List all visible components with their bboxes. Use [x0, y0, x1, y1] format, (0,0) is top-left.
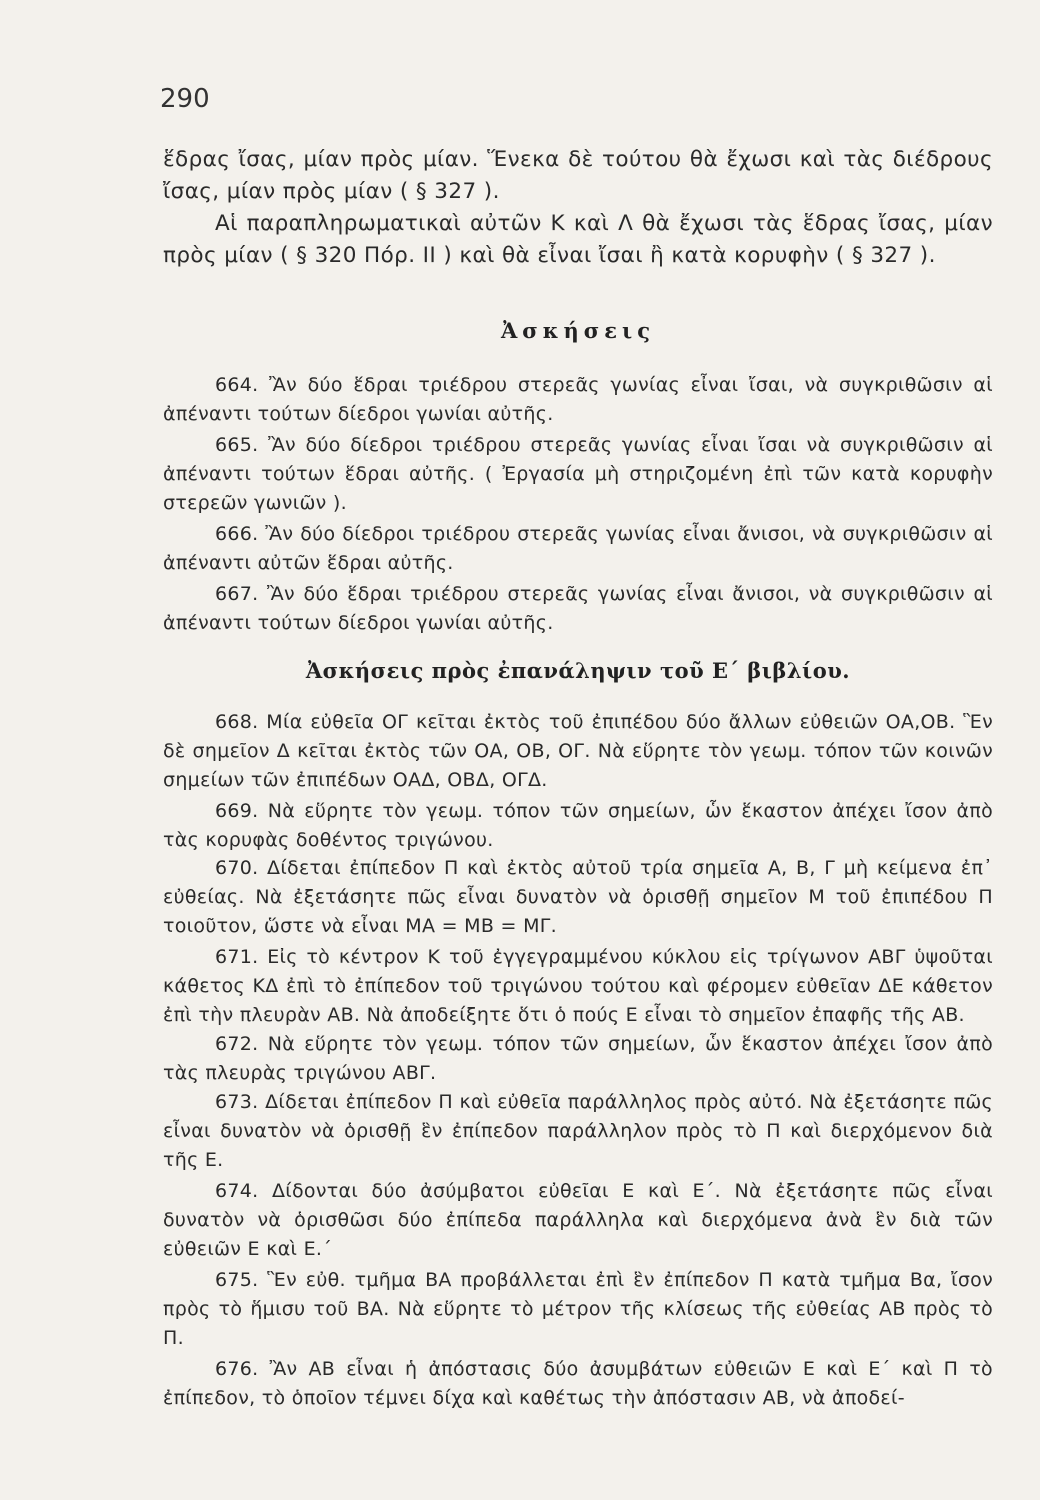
intro-paragraph-supplementary: Αἱ παραπληρωματικαὶ αὐτῶν Κ καὶ Λ θὰ ἔχωσι τὰς ἕδρας ἴσας, μίαν πρὸς μίαν ( § 320 Πόρ. ΙΙ ) καὶ θὰ εἶναι ἴσαι ἢ κατὰ κορυφὴν ( § 327 ).	[163, 211, 993, 268]
exercise-667: 667. Ἂν δύο ἕδραι τριέδρου στερεᾶς γωνίας εἶναι ἄνισοι, νὰ συγκριθῶσιν αἱ ἀπέναντι τούτων δίεδροι γωνίαι αὐτῆς.	[163, 583, 993, 634]
exercise-670: 670. Δίδεται ἐπίπεδον Π καὶ ἐκτὸς αὐτοῦ τρία σημεῖα Α, Β, Γ μὴ κείμενα ἐπ᾽ εὐθείας. Νὰ ἐξετάσητε πῶς εἶναι δυνατὸν νὰ ὁρισθῇ σημεῖον Μ τοῦ ἐπιπέδου Π τοιοῦτον, ὥστε νὰ εἶναι ΜΑ = ΜΒ = ΜΓ.	[163, 857, 993, 937]
exercise-668: 668. Μία εὐθεῖα ΟΓ κεῖται ἐκτὸς τοῦ ἐπιπέδου δύο ἄλλων εὐθειῶν ΟΑ,ΟΒ. Ἓν δὲ σημεῖον Δ κεῖται ἐκτὸς τῶν ΟΑ, ΟΒ, ΟΓ. Νὰ εὕρητε τὸν γεωμ. τόπον τῶν κοινῶν σημείων τῶν ἐπιπέδων ΟΑΔ, ΟΒΔ, ΟΓΔ.	[163, 711, 993, 791]
exercise-672: 672. Νὰ εὕρητε τὸν γεωμ. τόπον τῶν σημείων, ὧν ἕκαστον ἀπέχει ἴσον ἀπὸ τὰς πλευρὰς τριγώνου ΑΒΓ.	[163, 1033, 993, 1084]
exercises-heading: Ἀσκήσεις	[501, 318, 655, 343]
exercise-669: 669. Νὰ εὕρητε τὸν γεωμ. τόπον τῶν σημείων, ὧν ἕκαστον ἀπέχει ἴσον ἀπὸ τὰς κορυφὰς δοθέντος τριγώνου.	[163, 800, 993, 851]
exercise-675: 675. Ἓν εὐθ. τμῆμα ΒΑ προβάλλεται ἐπὶ ἓν ἐπίπεδον Π κατὰ τμῆμα Βα, ἴσον πρὸς τὸ ἥμισυ τοῦ ΒΑ. Νὰ εὕρητε τὸ μέτρον τῆς κλίσεως τῆς εὐθείας ΑΒ πρὸς τὸ Π.	[163, 1269, 993, 1349]
exercise-674: 674. Δίδονται δύο ἀσύμβατοι εὐθεῖαι Ε καὶ Ε΄. Νὰ ἐξετάσητε πῶς εἶναι δυνατὸν νὰ ὁρισθῶσι δύο ἐπίπεδα παράλληλα καὶ διερχόμενα ἀνὰ ἓν διὰ τῶν εὐθειῶν Ε καὶ Ε.΄	[163, 1180, 993, 1260]
page-number: 290	[160, 84, 210, 114]
review-exercises-heading: Ἀσκήσεις πρὸς ἐπανάληψιν τοῦ Ε΄ βιβλίου.	[305, 658, 851, 683]
exercise-664: 664. Ἂν δύο ἕδραι τριέδρου στερεᾶς γωνίας εἶναι ἴσαι, νὰ συγκριθῶσιν αἱ ἀπέναντι τούτων δίεδροι γωνίαι αὐτῆς.	[163, 374, 993, 425]
exercise-673: 673. Δίδεται ἐπίπεδον Π καὶ εὐθεῖα παράλληλος πρὸς αὐτό. Νὰ ἐξετάσητε πῶς εἶναι δυνατὸν νὰ ὁρισθῇ ἓν ἐπίπεδον παράλληλον πρὸς τὸ Π καὶ διερχόμενον διὰ τῆς Ε.	[163, 1091, 993, 1171]
exercise-665: 665. Ἂν δύο δίεδροι τριέδρου στερεᾶς γωνίας εἶναι ἴσαι νὰ συγκριθῶσιν αἱ ἀπέναντι τούτων ἕδραι αὐτῆς. ( Ἐργασία μὴ στηριζομένη ἐπὶ τῶν κατὰ κορυφὴν στερεῶν γωνιῶν ).	[163, 434, 993, 514]
exercise-671: 671. Εἰς τὸ κέντρον Κ τοῦ ἐγγεγραμμένου κύκλου εἰς τρίγωνον ΑΒΓ ὑψοῦται κάθετος ΚΔ ἐπὶ τὸ ἐπίπεδον τοῦ τριγώνου τούτου καὶ φέρομεν εὐθεῖαν ΔΕ κάθετον ἐπὶ τὴν πλευρὰν ΑΒ. Νὰ ἀποδείξητε ὅτι ὁ πούς Ε εἶναι τὸ σημεῖον ἐπαφῆς τῆς ΑΒ.	[163, 946, 993, 1026]
intro-paragraph-continuation: ἕδρας ἴσας, μίαν πρὸς μίαν. Ἕνεκα δὲ τούτου θὰ ἔχωσι καὶ τὰς διέδρους ἴσας, μίαν πρὸς μίαν ( § 327 ).	[163, 147, 993, 204]
exercise-666: 666. Ἂν δύο δίεδροι τριέδρου στερεᾶς γωνίας εἶναι ἄνισοι, νὰ συγκριθῶσιν αἱ ἀπέναντι αὐτῶν ἕδραι αὐτῆς.	[163, 523, 993, 574]
exercise-676: 676. Ἂν ΑΒ εἶναι ἡ ἀπόστασις δύο ἀσυμβάτων εὐθειῶν Ε καὶ Ε΄ καὶ Π τὸ ἐπίπεδον, τὸ ὁποῖον τέμνει δίχα καὶ καθέτως τὴν ἀπόστασιν ΑΒ, νὰ ἀποδεί-	[163, 1358, 993, 1409]
